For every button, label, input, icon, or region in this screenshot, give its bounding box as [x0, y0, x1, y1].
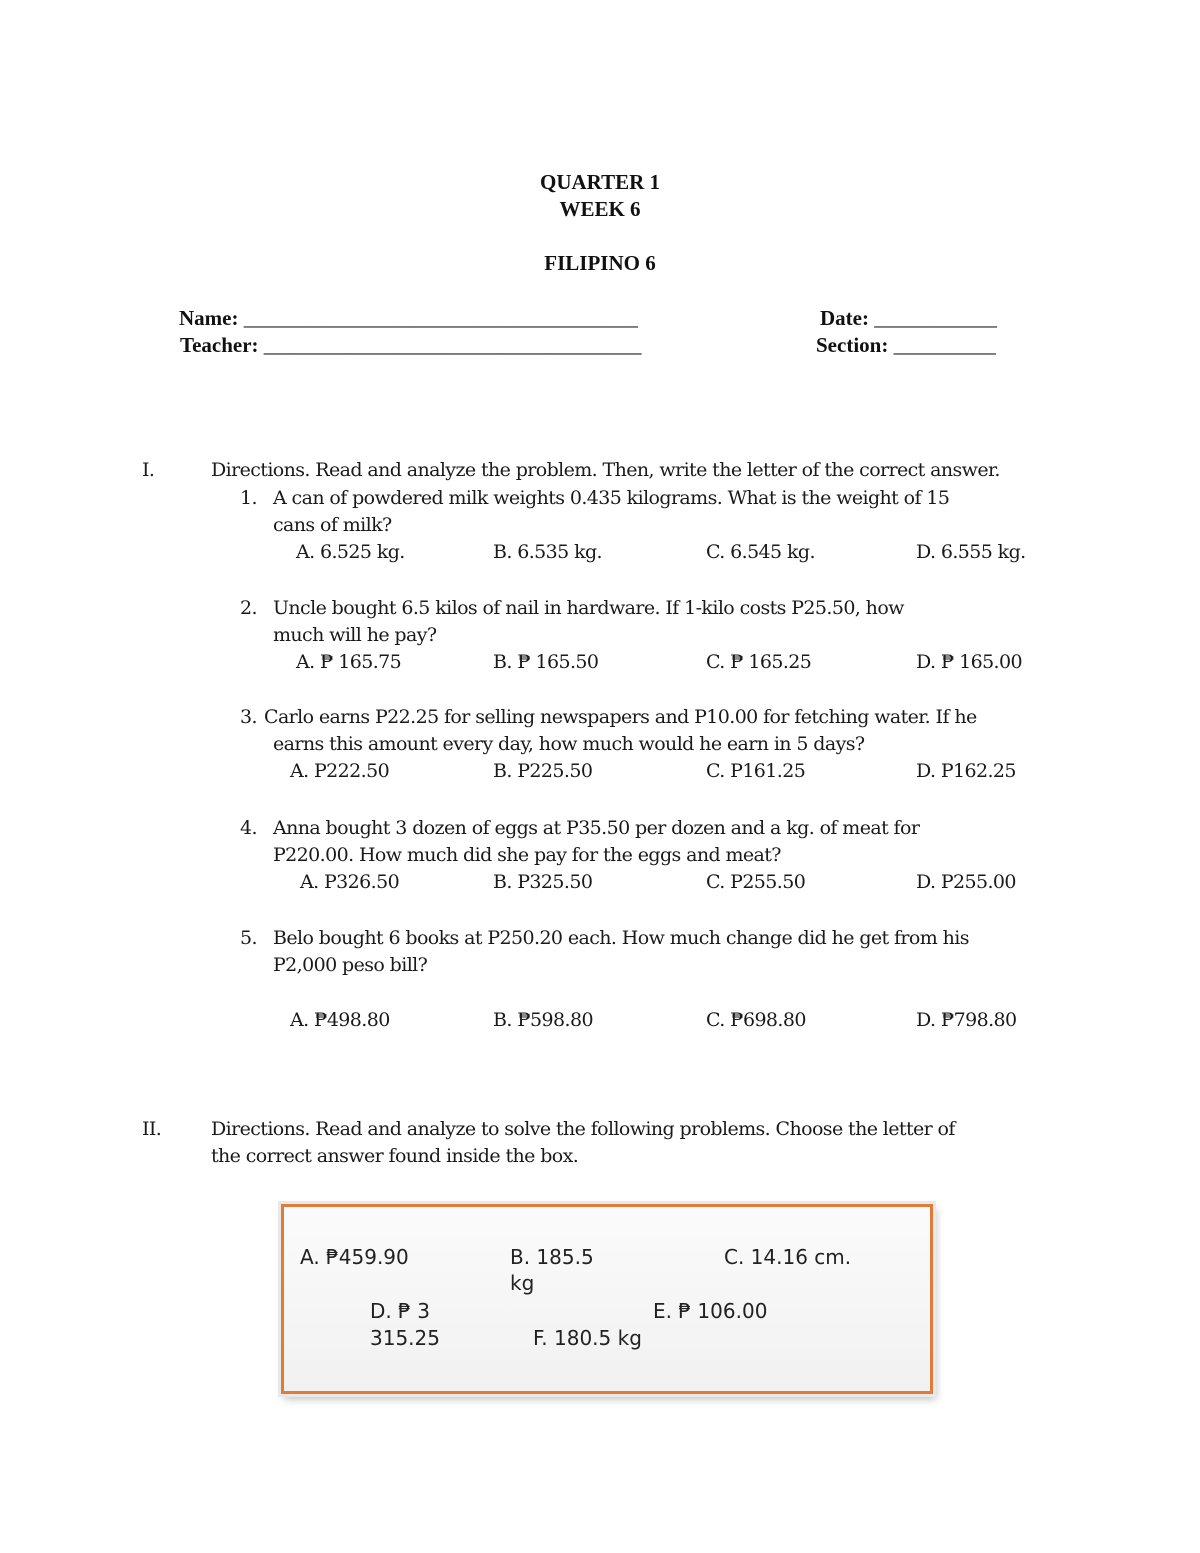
q3-number: 3. — [240, 706, 257, 728]
q4-option-b: B. P325.50 — [493, 871, 593, 893]
q5-text-line2: P2,000 peso bill? — [273, 954, 428, 976]
part2-directions-line2: the correct answer found inside the box. — [211, 1145, 579, 1167]
q2-option-a: A. ₱ 165.75 — [296, 651, 402, 673]
teacher-label: Teacher: — [180, 333, 259, 357]
q1-text-line2: cans of milk? — [273, 514, 392, 536]
q3-text-line1: Carlo earns P22.25 for selling newspapers and P10.00 for fetching water. If he — [264, 706, 977, 728]
part2-directions-line1: Directions. Read and analyze to solve the following problems. Choose the letter of — [211, 1118, 955, 1140]
q5-option-c: C. ₱698.80 — [706, 1009, 806, 1031]
week-title: WEEK 6 — [559, 197, 641, 221]
q2-option-c: C. ₱ 165.25 — [706, 651, 812, 673]
q1-option-d: D. 6.555 kg. — [916, 541, 1026, 563]
q5-text-line1: Belo bought 6 books at P250.20 each. How much change did he get from his — [273, 927, 969, 949]
section-label: Section: — [816, 333, 889, 357]
part2-numeral: II. — [142, 1118, 162, 1140]
answer-box — [281, 1204, 933, 1394]
q4-text-line1: Anna bought 3 dozen of eggs at P35.50 per dozen and a kg. of meat for — [273, 817, 920, 839]
q3-option-b: B. P225.50 — [493, 760, 593, 782]
name-field[interactable] — [179, 306, 638, 331]
date-line[interactable]: ____________ — [874, 306, 997, 330]
q3-option-d: D. P162.25 — [916, 760, 1016, 782]
q1-text-line1: A can of powdered milk weights 0.435 kilograms. What is the weight of 15 — [273, 487, 950, 509]
part1-numeral: I. — [142, 459, 155, 481]
subject-title: FILIPINO 6 — [544, 251, 656, 275]
box-choice-c: C. 14.16 cm. — [724, 1245, 852, 1269]
box-choice-e: E. ₱ 106.00 — [653, 1299, 768, 1323]
q1-option-b: B. 6.535 kg. — [493, 541, 602, 563]
box-choice-d-line2: 315.25 — [370, 1326, 440, 1350]
box-choice-a: A. ₱459.90 — [300, 1245, 409, 1269]
q3-text-line2: earns this amount every day, how much would he earn in 5 days? — [273, 733, 865, 755]
q2-text-line1: Uncle bought 6.5 kilos of nail in hardware. If 1-kilo costs P25.50, how — [273, 597, 904, 619]
q2-option-d: D. ₱ 165.00 — [916, 651, 1022, 673]
q4-option-c: C. P255.50 — [706, 871, 806, 893]
name-line[interactable]: _______________________________________ — [243, 306, 638, 330]
q2-option-b: B. ₱ 165.50 — [493, 651, 599, 673]
q3-option-a: A. P222.50 — [290, 760, 390, 782]
name-label: Name: — [179, 306, 239, 330]
box-choice-b-line1: B. 185.5 — [510, 1245, 594, 1269]
q4-number: 4. — [240, 817, 257, 839]
q5-number: 5. — [240, 927, 257, 949]
q2-number: 2. — [240, 597, 257, 619]
q2-text-line2: much will he pay? — [273, 624, 437, 646]
teacher-field[interactable] — [180, 333, 641, 358]
section-field[interactable] — [816, 333, 996, 358]
q4-option-a: A. P326.50 — [300, 871, 400, 893]
q4-text-line2: P220.00. How much did she pay for the eggs and meat? — [273, 844, 781, 866]
date-label: Date: — [820, 306, 869, 330]
q5-option-b: B. ₱598.80 — [493, 1009, 593, 1031]
box-choice-b-line2: kg — [510, 1271, 535, 1295]
q5-option-a: A. ₱498.80 — [290, 1009, 390, 1031]
q5-option-d: D. ₱798.80 — [916, 1009, 1017, 1031]
section-line[interactable]: __________ — [893, 333, 996, 357]
teacher-line[interactable]: _____________________________________ — [263, 333, 642, 357]
q1-option-c: C. 6.545 kg. — [706, 541, 815, 563]
box-choice-d-line1: D. ₱ 3 — [370, 1299, 430, 1323]
date-field[interactable] — [820, 306, 997, 331]
quarter-title: QUARTER 1 — [539, 170, 661, 194]
q3-option-c: C. P161.25 — [706, 760, 806, 782]
q4-option-d: D. P255.00 — [916, 871, 1016, 893]
q1-option-a: A. 6.525 kg. — [296, 541, 405, 563]
part1-directions: Directions. Read and analyze the problem. Then, write the letter of the correct answer. — [211, 459, 1000, 481]
q1-number: 1. — [240, 487, 257, 509]
box-choice-f: F. 180.5 kg — [533, 1326, 642, 1350]
